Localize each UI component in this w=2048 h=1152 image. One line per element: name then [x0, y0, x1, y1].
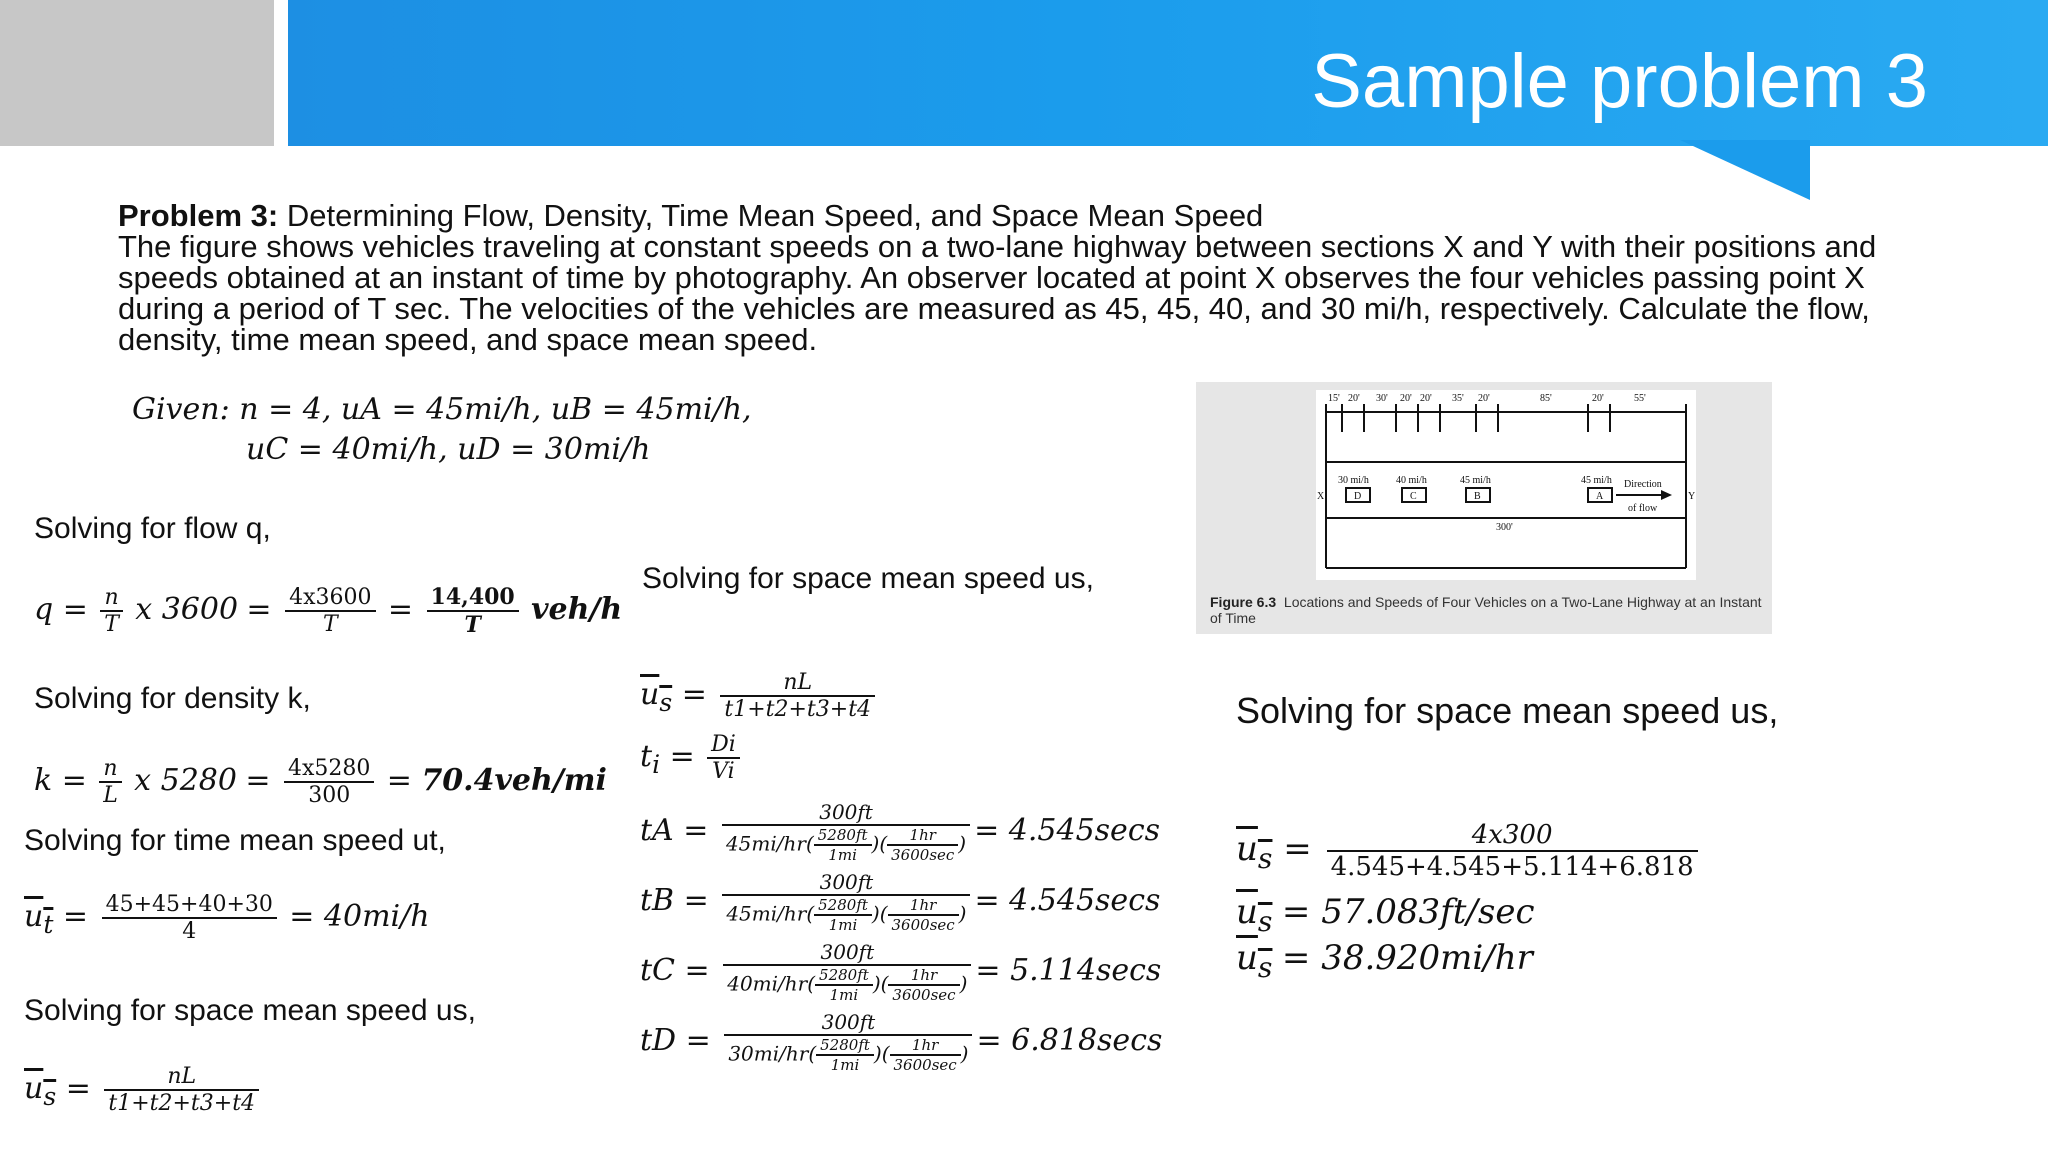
given-line-1: Given: n = 4, uA = 45mi/h, uB = 45mi/h,	[132, 392, 752, 427]
flow-heading: Solving for flow q,	[34, 512, 271, 545]
dim-label: 30'	[1376, 393, 1388, 404]
flow-equation: q = $\frac{n}{T}$ x 3600 = $\frac{4x3600}{T}$ = $\frac{14,400}{T}$ veh/h	[34, 584, 623, 638]
speed-label-b: 45 mi/h	[1460, 475, 1491, 486]
banner-tail	[1680, 140, 1810, 200]
sms-right-equation: $u_s$ = $\frac{4x300}{4.545+4.545+5.114+6.818}$	[1236, 820, 1702, 882]
travel-time-equation: tC = 300ft 40mi/hr( $\frac{5280ft}{1mi}$ )( $\frac{1hr}{3600\sec}$ ) = 5.114secs	[640, 940, 1162, 1004]
of-flow-label: of flow	[1628, 503, 1658, 514]
given-line-2: uC = 40mi/h, uD = 30mi/h	[246, 432, 651, 467]
point-y: Y	[1688, 491, 1696, 502]
sms-right-heading: Solving for space mean speed us,	[1236, 690, 1779, 731]
dim-label: 15'	[1328, 393, 1340, 404]
problem-heading: Determining Flow, Density, Time Mean Speed, and Space Mean Speed	[286, 198, 1264, 233]
vehicle-b: B	[1474, 491, 1481, 502]
header-grey-block	[0, 0, 274, 146]
dim-label: 35'	[1452, 393, 1464, 404]
dim-label: 20'	[1478, 393, 1490, 404]
direction-label: Direction	[1624, 479, 1662, 490]
speed-label-a: 45 mi/h	[1581, 475, 1612, 486]
dim-label: 85'	[1540, 393, 1552, 404]
dim-label: 20'	[1592, 393, 1604, 404]
tms-equation: $u_t$ = $\frac{45+45+40+30}{4}$ = 40mi/h	[24, 892, 430, 944]
dim-label: 20'	[1348, 393, 1360, 404]
vehicle-d: D	[1354, 491, 1362, 502]
problem-label: Problem 3:	[118, 198, 279, 233]
dim-label: 55'	[1634, 393, 1646, 404]
travel-time-equation: tA = 300ft 45mi/hr( $\frac{5280ft}{1mi}$ )( $\frac{1hr}{3600\sec}$ ) = 4.545secs	[640, 800, 1161, 864]
sms-mid-heading: Solving for space mean speed us,	[642, 562, 1094, 595]
speed-label-d: 30 mi/h	[1338, 475, 1369, 486]
sms-mid-equation: $u_s$ = $\frac{nL}{t1+t2+t3+t4}$	[640, 670, 879, 722]
density-heading: Solving for density k,	[34, 682, 311, 715]
figure-caption: Figure 6.3 Locations and Speeds of Four Vehicles on a Two-Lane Highway at an Instant of Time	[1210, 594, 1762, 626]
problem-statement	[118, 200, 1948, 355]
speed-label-c: 40 mi/h	[1396, 475, 1427, 486]
point-x: X	[1317, 491, 1325, 502]
figure-6-3	[1196, 382, 1772, 634]
density-equation: k = $\frac{n}{L}$ x 5280 = $\frac{4x5280}{300}$ = 70.4veh/mi	[34, 756, 607, 808]
travel-time-equation: tB = 300ft 45mi/hr( $\frac{5280ft}{1mi}$ )( $\frac{1hr}{3600\sec}$ ) = 4.545secs	[640, 870, 1161, 934]
sms-right-result-1: $u_s = 57.083ft/\sec$	[1236, 892, 1535, 938]
sms-left-equation: $u_s$ = $\frac{nL}{t1+t2+t3+t4}$	[24, 1064, 263, 1116]
slide-title: Sample problem 3	[1311, 39, 1928, 124]
dim-label: 20'	[1420, 393, 1432, 404]
dim-label: 20'	[1400, 393, 1412, 404]
length-label: 300'	[1496, 522, 1513, 533]
figure-diagram	[1316, 390, 1696, 580]
sms-left-heading: Solving for space mean speed us,	[24, 994, 476, 1027]
tms-heading: Solving for time mean speed ut,	[24, 824, 446, 857]
travel-time-equation: tD = 300ft 30mi/hr( $\frac{5280ft}{1mi}$ )( $\frac{1hr}{3600\sec}$ ) = 6.818secs	[640, 1010, 1163, 1074]
vehicle-c: C	[1410, 491, 1417, 502]
problem-text: The figure shows vehicles traveling at constant speeds on a two-lane highway between sections X and Y with their positions and speeds obtained at an instant of time by photography. An observer located at point X observes the four vehicles passing point X during a period of T sec. The velocities of the vehicles are measured as 45, 45, 40, and 30 mi/h, respectively. Calculate the flow, density, time mean speed, and space mean speed.	[118, 229, 1877, 357]
sms-right-result-2: $u_s = 38.920mi/hr$	[1236, 938, 1533, 984]
vehicle-a: A	[1596, 491, 1604, 502]
highway-diagram	[1316, 390, 1696, 580]
ti-equation: $t_i$ = $\frac{Di}{Vi}$	[640, 732, 744, 784]
